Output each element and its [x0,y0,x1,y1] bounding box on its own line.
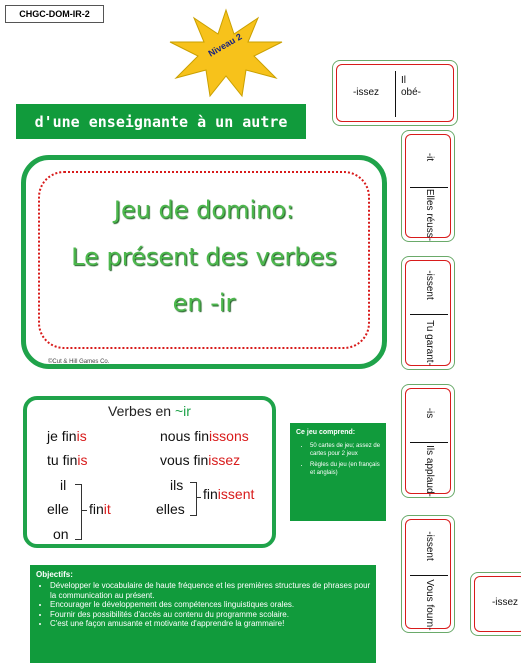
domino-ending: -is [424,407,435,419]
conj-nous: nous finissons [160,428,249,444]
brace-right-tick [196,497,201,498]
level-label: Niveau 2 [206,31,244,59]
conjugation-title-prefix: Verbes en [108,403,175,419]
domino-ending: -issez [352,87,380,98]
domino-stem: Vous fourn- [424,579,435,631]
brace-left [75,484,82,540]
conj-ils: ils [170,477,184,493]
conj-fin3: finit [89,501,111,517]
copyright: ©Cut & Hill Games Co. [48,359,110,365]
domino-ending: -issez [491,597,519,608]
conj-vous: vous finissez [160,452,241,468]
objective-item: • Développer le vocabulaire de haute fréquence et les premières structures de phrases pour la communication au présent. [50,581,376,600]
conj-tu: tu finis [47,452,88,468]
conj-fin6: finissent [203,486,255,502]
conj-elles: elles [156,501,185,517]
domino-stem: Tu garant- [424,320,435,366]
domino-card [401,384,455,498]
brace-right [190,482,197,516]
domino-card [401,130,455,242]
conj-elle: elle [47,501,69,517]
objectives-box [30,565,376,663]
objective-item: • Encourager le développement des compétences linguistiques orales. [50,600,376,610]
conj-je: je finis [47,428,87,444]
subtitle-banner: d'une enseignante à un autre [16,104,306,139]
level-star-icon [166,8,286,98]
contents-item: • Règles du jeu (en français et anglais) [310,461,386,477]
objective-item: • Fournir des possibilités d'accès au contenu du programme scolaire. [50,610,376,620]
contents-box [290,423,386,521]
objectives-title: Objectifs: [36,570,73,579]
product-code: CHGC-DOM-IR-2 [5,5,104,23]
conjugation-title [23,403,276,419]
domino-stem: Il obé- [401,75,422,98]
title-line-2: Le présent des verbes [71,243,337,271]
domino-card [470,572,521,636]
title-line-1: Jeu de domino: [113,196,295,224]
domino-ending: -issent [424,270,435,300]
domino-stem: Elles réuss- [424,188,435,242]
brace-left-tick [81,510,87,511]
conj-on: on [53,526,69,542]
domino-card [401,256,455,370]
domino-card [401,515,455,633]
contents-title: Ce jeu comprend: [296,429,356,436]
domino-ending: -issent [424,531,435,561]
domino-card [332,60,458,126]
conj-il: il [60,477,67,493]
title-line-3: en -ir [172,289,236,317]
domino-stem: Ils applaud- [424,445,435,497]
contents-item: • 50 cartes de jeu; assez de cartes pour 2 jeux [310,442,386,458]
objective-item: • C'est une façon amusante et motivante d'apprendre la grammaire! [50,619,376,629]
domino-ending: -it [424,152,435,162]
conjugation-title-suffix: ~ir [174,403,191,419]
